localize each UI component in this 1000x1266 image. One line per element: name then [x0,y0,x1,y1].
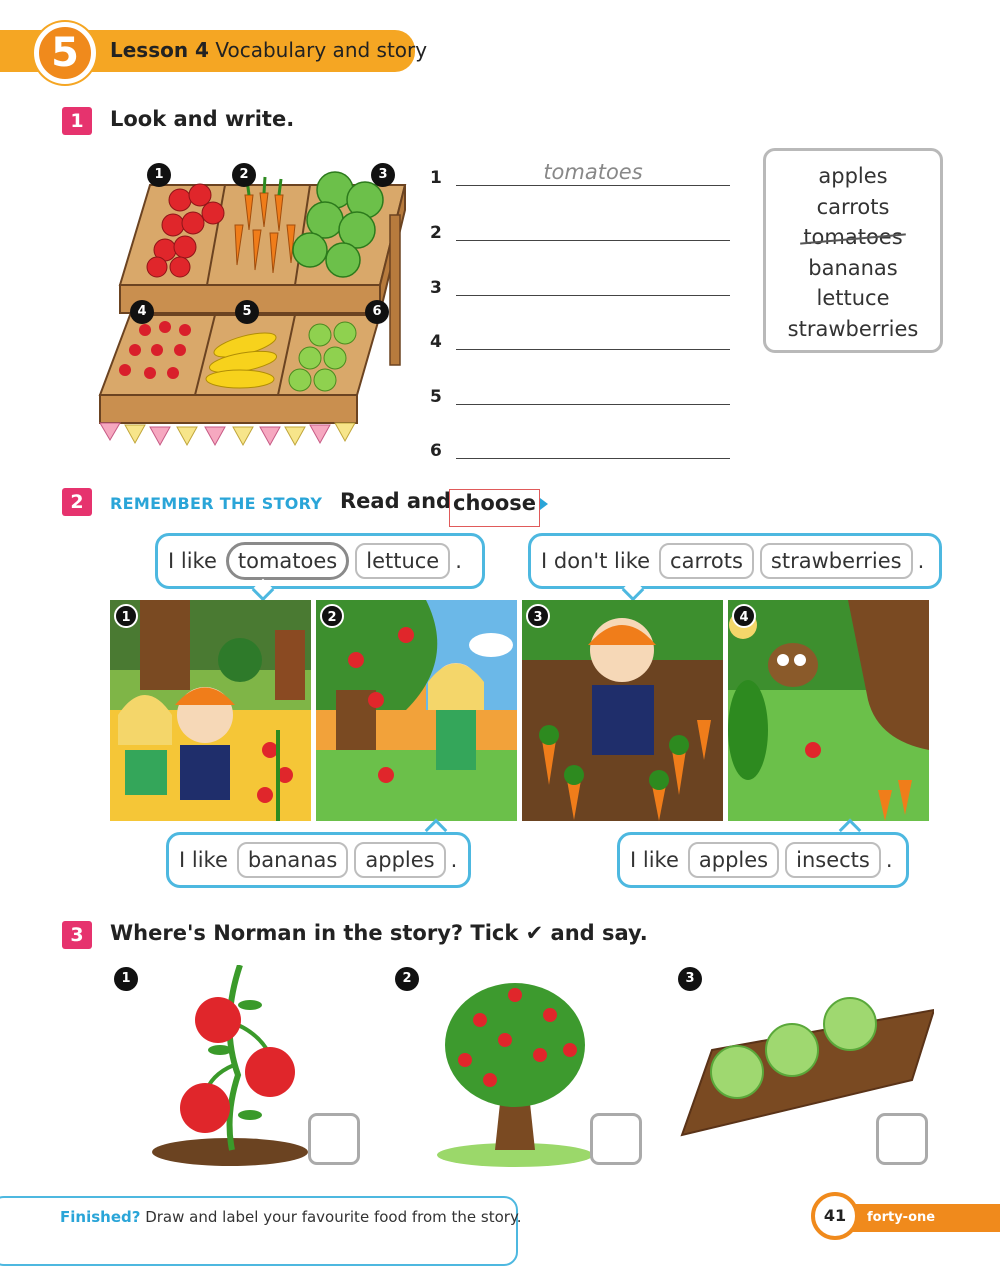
option-carrots[interactable]: carrots [659,543,754,579]
write-number: 3 [430,278,442,298]
speech-bubble-2 [528,533,942,589]
write-number: 4 [430,332,442,352]
story-panel-3-image [522,600,723,821]
picture-badge-1: 1 [114,967,138,991]
story-panels [110,600,930,821]
word-bank-item: apples [818,164,888,188]
item-badge-1: 1 [147,163,171,187]
write-number: 2 [430,223,442,243]
finished-instruction [60,1208,521,1226]
bubble-end: . [917,549,925,573]
arrow-right-icon [540,498,548,510]
bubble-end: . [455,549,462,573]
section-1-title: Look and write. [110,107,295,131]
write-line-3[interactable] [456,268,730,296]
apple-tree-image [435,965,595,1170]
speech-bubble-1 [155,533,485,589]
write-row-3 [430,268,730,298]
item-badge-6: 6 [365,300,389,324]
lesson-title: Vocabulary and story [215,38,428,62]
item-badge-4: 4 [130,300,154,324]
picture-badge-3: 3 [678,967,702,991]
lesson-heading [110,38,427,62]
word-bank [763,148,943,353]
option-apples[interactable]: apples [354,842,445,878]
option-tomatoes[interactable]: tomatoes [226,542,349,580]
bubble-end: . [450,848,458,872]
panel-badge-2: 2 [320,604,344,628]
option-lettuce[interactable]: lettuce [355,543,450,579]
bubble-end: . [885,848,893,872]
tick-box-2[interactable] [590,1113,642,1165]
page-number: 41 [811,1192,859,1240]
answer-text: tomatoes [543,160,643,184]
story-panel-1 [110,600,311,821]
option-strawberries[interactable]: strawberries [760,543,913,579]
story-panel-3 [522,600,723,821]
item-badge-3: 3 [371,163,395,187]
picture-badge-2: 2 [395,967,419,991]
remember-the-story-tag: REMEMBER THE STORY [110,494,323,513]
bubble-lead: I like [179,848,228,872]
bubble-lead: I don't like [541,549,651,573]
story-panel-1-image [110,600,311,821]
write-row-5 [430,377,730,407]
write-row-1 [430,158,730,188]
write-line-1[interactable] [456,158,730,186]
unit-number-badge: 5 [34,22,96,84]
page-number-words: forty-one [867,1210,936,1225]
write-line-6[interactable] [456,431,730,459]
write-row-6 [430,431,730,461]
speech-bubble-3 [166,832,471,888]
write-number: 6 [430,441,442,461]
story-panel-4-image [728,600,929,821]
speech-bubble-4 [617,832,909,888]
section-3-number: 3 [62,921,92,949]
tomato-plant-image [150,965,310,1170]
section-1-number: 1 [62,107,92,135]
section-3-title: Where's Norman in the story? Tick ✔ and say. [110,921,648,945]
option-bananas[interactable]: bananas [237,842,349,878]
word-bank-item: bananas [808,255,898,280]
option-insects[interactable]: insects [785,842,881,878]
item-badge-2: 2 [232,163,256,187]
word-bank-item: strawberries [787,316,919,341]
panel-badge-4: 4 [732,604,756,628]
panel-badge-3: 3 [526,604,550,628]
section-2-instruction: Read and [340,489,452,513]
write-number: 1 [430,168,442,188]
panel-badge-1: 1 [114,604,138,628]
item-badge-5: 5 [235,300,259,324]
story-panel-4 [728,600,929,821]
word-bank-item-used: tomatoes [766,222,940,253]
section-2-number: 2 [62,488,92,516]
tick-box-3[interactable] [876,1113,928,1165]
tick-box-1[interactable] [308,1113,360,1165]
word-bank-item: lettuce [816,286,890,310]
bubble-lead: I like [168,549,217,573]
write-line-4[interactable] [456,322,730,350]
lesson-label: Lesson 4 [110,38,209,62]
choose-text-box[interactable]: choose [449,489,540,527]
write-line-2[interactable] [456,213,730,241]
write-row-2 [430,213,730,243]
finished-label: Finished? [60,1208,141,1226]
write-row-4 [430,322,730,352]
story-panel-2-image [316,600,517,821]
bubble-lead: I like [630,848,679,872]
word-bank-item: carrots [816,194,890,219]
story-panel-2 [316,600,517,821]
market-stall-illustration [95,155,415,455]
finished-text: Draw and label your favourite food from the story. [145,1208,522,1226]
option-apples[interactable]: apples [688,842,779,878]
finished-box [0,1196,518,1266]
write-line-5[interactable] [456,377,730,405]
write-number: 5 [430,387,442,407]
